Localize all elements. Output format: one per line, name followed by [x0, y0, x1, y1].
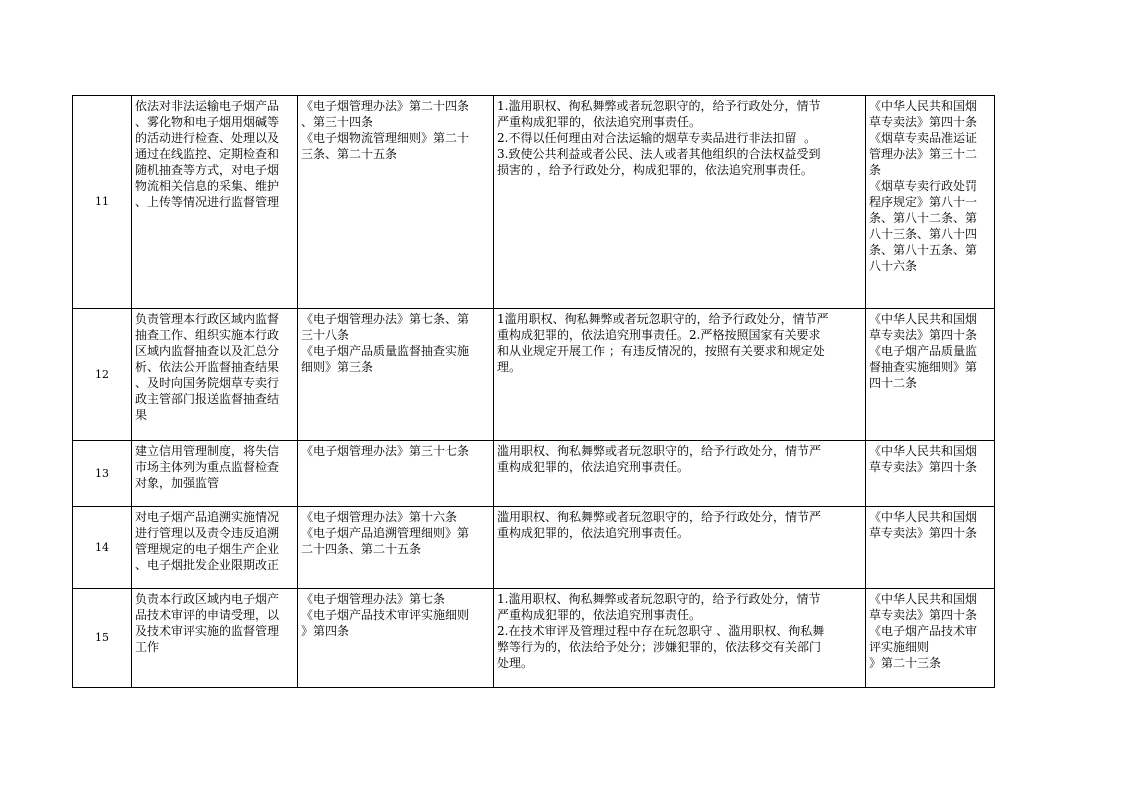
- basis-line: 二十四条、第二十五条: [301, 542, 422, 556]
- matter-line: 对电子烟产品追溯实施情况: [135, 510, 280, 524]
- basis-line: 《电子烟产品追溯管理细则》第: [301, 526, 470, 540]
- matter-line: 负责本行政区域内电子烟产: [135, 592, 280, 606]
- liability-line: 严重构成犯罪的，依法追究刑事责任。: [497, 608, 702, 622]
- law-cell: [866, 507, 995, 589]
- basis-line: 细则》第三条: [301, 360, 374, 374]
- law-line: 》第二十三条: [869, 656, 942, 670]
- law-line: 评实施细则: [869, 640, 930, 654]
- basis-cell: [298, 507, 494, 589]
- basis-line: 三条、第二十五条: [301, 147, 398, 161]
- liability-line: 重构成犯罪的，依法追究刑事责任。: [497, 526, 690, 540]
- law-line: 《电子烟产品质量监: [869, 344, 978, 358]
- law-line: 草专卖法》第四十条: [869, 460, 978, 474]
- row-number-cell: 13: [73, 441, 132, 507]
- law-cell: [866, 96, 995, 309]
- law-line: 《烟草专卖行政处罚: [869, 179, 978, 193]
- row-number-cell: 15: [73, 589, 132, 688]
- liability-line: 理。: [497, 360, 522, 374]
- law-line: 八十三条、第八十四: [869, 227, 978, 241]
- liability-line: 损害的 ，给予行政处分，构成犯罪的，依法追究刑事责任。: [497, 163, 813, 177]
- matter-line: 、及时向国务院烟草专卖行: [135, 376, 280, 390]
- basis-line: 《电子烟管理办法》第七条、第: [301, 312, 470, 326]
- law-line: 《中华人民共和国烟: [869, 99, 978, 113]
- law-line: 《中华人民共和国烟: [869, 510, 978, 524]
- law-line: 《中华人民共和国烟: [869, 312, 978, 326]
- basis-line: 、第三十四条: [301, 115, 374, 129]
- liability-line: 2.在技术审评及管理过程中存在玩忽职守 、滥用职权、徇私舞: [497, 624, 825, 638]
- matter-line: 通过在线监控、定期检查和: [135, 147, 280, 161]
- liability-line: 3.致使公共利益或者公民、法人或者其他组织的合法权益受到: [497, 147, 821, 161]
- liability-line: 滥用职权、徇私舞弊或者玩忽职守的，给予行政处分，情节严: [497, 444, 822, 458]
- basis-line: 三十八条: [301, 328, 350, 342]
- matter-line: 品技术审评的申请受理，以: [135, 608, 280, 622]
- liability-cell: [494, 96, 866, 309]
- table-body: [73, 96, 995, 688]
- law-line: 督抽查实施细则》第: [869, 360, 978, 374]
- liability-line: 1滥用职权、徇私舞弊或者玩忽职守的，给予行政处分，情节严: [497, 312, 829, 326]
- row-number-cell: 11: [73, 96, 132, 309]
- law-line: 《中华人民共和国烟: [869, 592, 978, 606]
- matter-line: 对象，加强监管: [135, 476, 220, 490]
- basis-line: 》第四条: [301, 624, 350, 638]
- liability-line: 和从业规定开展工作 ；有违反情况的，按照有关要求和规定处: [497, 344, 825, 358]
- matter-cell: [132, 309, 298, 441]
- matter-line: 建立信用管理制度，将失信: [135, 444, 280, 458]
- liability-line: 重构成犯罪的，依法追究刑事责任。: [497, 460, 690, 474]
- liability-cell: [494, 507, 866, 589]
- table-row: [73, 507, 995, 589]
- responsibility-table: [72, 95, 995, 688]
- law-line: 《中华人民共和国烟: [869, 444, 978, 458]
- matter-line: 市场主体列为重点监督检查: [135, 460, 280, 474]
- matter-line: 依法对非法运输电子烟产品: [135, 99, 280, 113]
- basis-line: 《电子烟产品技术审评实施细则: [301, 608, 470, 622]
- table-row: [73, 309, 995, 441]
- row-number-cell: 12: [73, 309, 132, 441]
- matter-line: 的活动进行检查、处理以及: [135, 131, 280, 145]
- liability-line: 2.不得以任何理由对合法运输的烟草专卖品进行非法扣留 。: [497, 131, 817, 145]
- matter-cell: [132, 589, 298, 688]
- law-line: 条: [869, 163, 882, 177]
- matter-line: 果: [135, 408, 148, 422]
- law-line: 草专卖法》第四十条: [869, 328, 978, 342]
- matter-cell: [132, 441, 298, 507]
- basis-cell: [298, 441, 494, 507]
- liability-cell: [494, 309, 866, 441]
- liability-line: 严重构成犯罪的，依法追究刑事责任。: [497, 115, 702, 129]
- basis-line: 《电子烟管理办法》第三十七条: [301, 444, 470, 458]
- matter-line: 、雾化物和电子烟用烟碱等: [135, 115, 280, 129]
- liability-line: 1.滥用职权、徇私舞弊或者玩忽职守的，给予行政处分，情节: [497, 99, 821, 113]
- law-line: 草专卖法》第四十条: [869, 115, 978, 129]
- table-row: [73, 589, 995, 688]
- law-line: 条、第八十五条、第: [869, 243, 978, 257]
- basis-cell: [298, 96, 494, 309]
- law-cell: [866, 589, 995, 688]
- law-line: 《烟草专卖品准运证: [869, 131, 978, 145]
- matter-line: 、上传等情况进行监督管理: [135, 195, 280, 209]
- matter-cell: [132, 96, 298, 309]
- law-line: 程序规定》第八十一: [869, 195, 978, 209]
- matter-line: 抽查工作、组织实施本行政: [135, 328, 280, 342]
- basis-cell: [298, 589, 494, 688]
- basis-line: 《电子烟物流管理细则》第二十: [301, 131, 470, 145]
- law-line: 草专卖法》第四十条: [869, 608, 978, 622]
- law-line: 《电子烟产品技术审: [869, 624, 978, 638]
- law-line: 草专卖法》第四十条: [869, 526, 978, 540]
- law-line: 四十二条: [869, 376, 918, 390]
- matter-line: 、电子烟批发企业限期改正: [135, 558, 280, 572]
- liability-line: 弊等行为的，依法给予处分；涉嫌犯罪的，依法移交有关部门: [497, 640, 822, 654]
- table-row: [73, 96, 995, 309]
- matter-cell: [132, 507, 298, 589]
- law-line: 条、第八十二条、第: [869, 211, 978, 225]
- basis-line: 《电子烟管理办法》第二十四条: [301, 99, 470, 113]
- matter-line: 随机抽查等方式，对电子烟: [135, 163, 280, 177]
- matter-line: 管理规定的电子烟生产企业: [135, 542, 280, 556]
- matter-line: 政主管部门报送监督抽查结: [135, 392, 280, 406]
- matter-line: 及技术审评实施的监督管理: [135, 624, 280, 638]
- row-number-cell: 14: [73, 507, 132, 589]
- matter-line: 区域内监督抽查以及汇总分: [135, 344, 280, 358]
- matter-line: 物流相关信息的采集、维护: [135, 179, 280, 193]
- matter-line: 进行管理以及责令违反追溯: [135, 526, 280, 540]
- law-line: 八十六条: [869, 259, 918, 273]
- basis-line: 《电子烟管理办法》第七条: [301, 592, 446, 606]
- law-line: 管理办法》第三十二: [869, 147, 978, 161]
- liability-line: 1.滥用职权、徇私舞弊或者玩忽职守的，给予行政处分，情节: [497, 592, 821, 606]
- table-row: [73, 441, 995, 507]
- law-cell: [866, 309, 995, 441]
- matter-line: 工作: [135, 640, 160, 654]
- matter-line: 负责管理本行政区域内监督: [135, 312, 280, 326]
- liability-cell: [494, 589, 866, 688]
- liability-line: 重构成犯罪的，依法追究刑事责任。2.严格按照国家有关要求: [497, 328, 821, 342]
- basis-cell: [298, 309, 494, 441]
- liability-line: 处理。: [497, 656, 534, 670]
- matter-line: 析、依法公开监督抽查结果: [135, 360, 280, 374]
- law-cell: [866, 441, 995, 507]
- liability-line: 滥用职权、徇私舞弊或者玩忽职守的，给予行政处分，情节严: [497, 510, 822, 524]
- basis-line: 《电子烟管理办法》第十六条: [301, 510, 458, 524]
- liability-cell: [494, 441, 866, 507]
- basis-line: 《电子烟产品质量监督抽查实施: [301, 344, 470, 358]
